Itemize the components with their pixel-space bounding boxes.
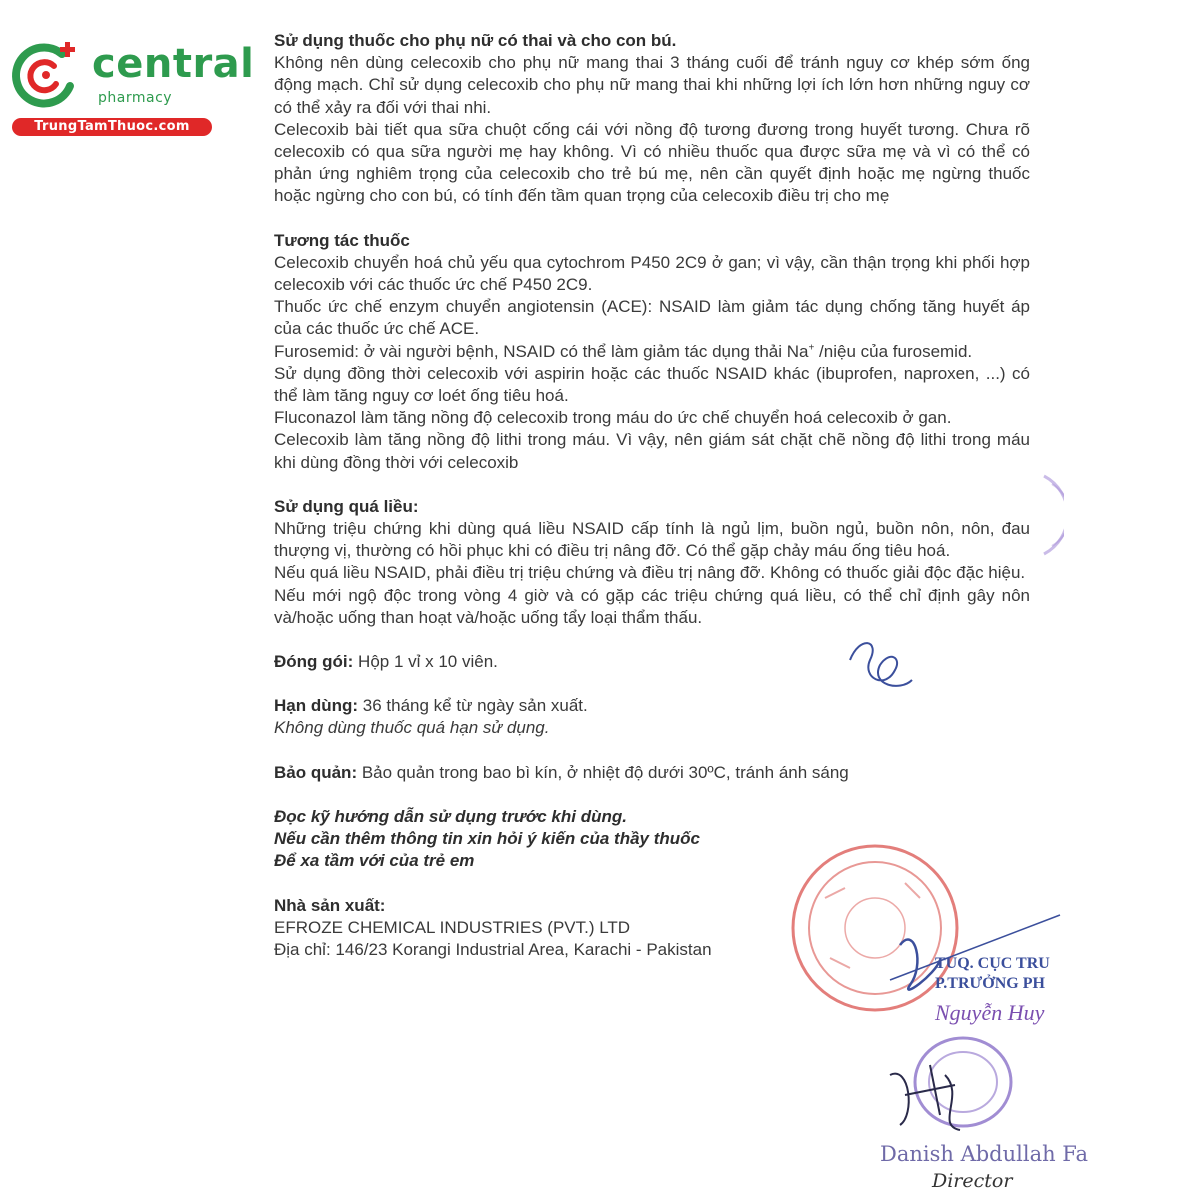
expiry-note: Không dùng thuốc quá hạn sử dụng. [274, 718, 550, 738]
expiry-line: Hạn dùng: 36 tháng kể từ ngày sản xuất. [274, 696, 588, 716]
logo-subtitle: pharmacy [98, 90, 173, 106]
interactions-paragraph-2: Thuốc ức chế enzym chuyển angiotensin (ACE): NSAID làm giảm tác dụng chống tăng huyết áp của các thuốc ức chế ACE. [274, 297, 1030, 339]
logo-site-badge: TrungTamThuoc.com [12, 118, 212, 136]
warning-line-3: Để xa tầm với của trẻ em [274, 851, 475, 871]
packaging-line: Đóng gói: Hộp 1 vỉ x 10 viên. [274, 652, 498, 672]
manufacturer-label: Nhà sản xuất: [274, 895, 386, 915]
director-signature-icon [885, 1055, 975, 1135]
interactions-heading: Tương tác thuốc [274, 230, 410, 250]
director-name: Danish Abdullah Fa [880, 1142, 1088, 1166]
approval-line-1: TUQ. CỤC TRU [935, 955, 1050, 972]
interactions-paragraph-3: Furosemid: ở vài người bệnh, NSAID có thể làm giảm tác dụng thải Na+ /niệu của furosemid. [274, 341, 973, 361]
interactions-paragraph-1: Celecoxib chuyển hoá chủ yếu qua cytochrom P450 2C9 ở gan; vì vậy, cần thận trọng khi phối hợp celecoxib với các thuốc ức chế P450 2C9. [274, 252, 1030, 295]
manufacturer-name: EFROZE CHEMICAL INDUSTRIES (PVT.) LTD [274, 917, 631, 937]
approval-signature-name: Nguyễn Huy [935, 1000, 1045, 1025]
logo-name: central [92, 41, 255, 87]
director-title: Director [932, 1170, 1013, 1192]
overdose-paragraph-3: Nếu mới ngộ độc trong vòng 4 giờ và có gặp các triệu chứng quá liều, có thể chỉ định gây nôn và/hoặc uống than hoạt và/hoặc uống tẩy loại thẩm thấu. [274, 585, 1030, 627]
warning-line-2: Nếu cần thêm thông tin xin hỏi ý kiến của thầy thuốc [274, 829, 700, 849]
pregnancy-heading: Sử dụng thuốc cho phụ nữ có thai và cho con bú. [274, 31, 677, 50]
approval-line-2: P.TRƯỞNG PH [935, 975, 1045, 992]
scribble-signature-icon [840, 630, 920, 700]
overdose-heading: Sử dụng quá liều: [274, 496, 419, 516]
brand-logo [10, 38, 255, 138]
overdose-paragraph-1: Những triệu chứng khi dùng quá liều NSAID cấp tính là ngủ lịm, buồn ngủ, buồn nôn, nôn, đau thượng vị, thường có hồi phục khi có điều trị nâng đỡ. Có thể gặp chảy máu ống tiêu hoá. [274, 519, 1030, 561]
interactions-paragraph-5: Fluconazol làm tăng nồng độ celecoxib trong máu do ức chế chuyển hoá celecoxib ở gan. [274, 408, 952, 428]
pregnancy-paragraph-2: Celecoxib bài tiết qua sữa chuột cống cái với nồng độ tương đương trong huyết tương. Chưa rõ celecoxib có qua sữa người mẹ hay không. Vì có nhiều thuốc qua được sữa mẹ và vì có thể có phản ứng nghiêm trọng của celecoxib cho trẻ bú mẹ, nên cần quyết định hoặc mẹ ngừng thuốc hoặc ngừng cho con bú, có tính đến tầm quan trọng của celecoxib điều trị cho mẹ [274, 119, 1030, 206]
warning-line-1: Đọc kỹ hướng dẫn sử dụng trước khi dùng. [274, 806, 627, 826]
central-pharmacy-logo-icon [10, 38, 85, 113]
storage-line: Bảo quản: Bảo quản trong bao bì kín, ở nhiệt độ dưới 30ºC, tránh ánh sáng [274, 762, 849, 782]
leaflet-text [274, 30, 1030, 961]
edge-stamp-icon [1040, 470, 1064, 560]
overdose-paragraph-2: Nếu quá liều NSAID, phải điều trị triệu chứng và điều trị nâng đỡ. Không có thuốc giải độc đặc hiệu. [274, 563, 1026, 583]
interactions-paragraph-4: Sử dụng đồng thời celecoxib với aspirin hoặc các thuốc NSAID khác (ibuprofen, naproxen, ...) có thể làm tăng nguy cơ loét ống tiêu hoá. [274, 363, 1030, 406]
pregnancy-paragraph-1: Không nên dùng celecoxib cho phụ nữ mang thai 3 tháng cuối để tránh nguy cơ khép sớm ống động mạch. Chỉ sử dụng celecoxib cho phụ nữ mang thai khi những lợi ích lớn hơn những nguy cơ có thể xảy ra đối với thai nhi. [274, 53, 1030, 117]
manufacturer-address: Địa chỉ: 146/23 Korangi Industrial Area, Karachi - Pakistan [274, 939, 712, 959]
interactions-paragraph-6: Celecoxib làm tăng nồng độ lithi trong máu. Vì vậy, nên giám sát chặt chẽ nồng độ lithi trong máu khi dùng đồng thời với celecoxib [274, 430, 1030, 472]
